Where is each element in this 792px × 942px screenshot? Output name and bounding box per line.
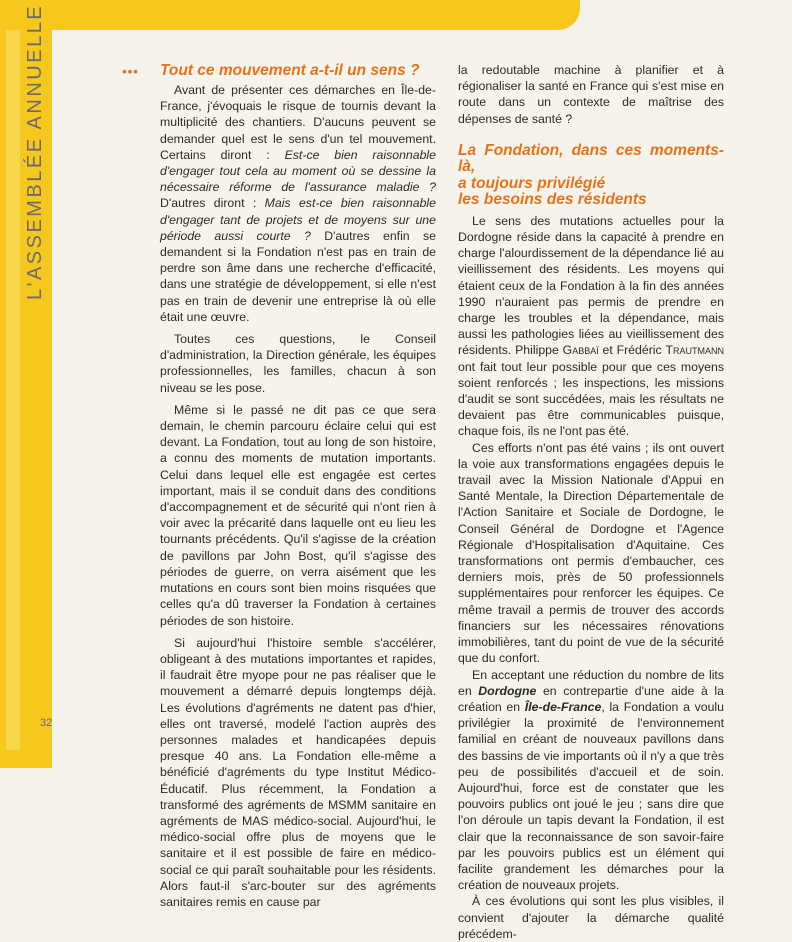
- right-column: [458, 62, 724, 942]
- paragraph: À ces évolutions qui sont les plus visibles, il convient d'ajouter la démarche qualité précédem-: [458, 894, 724, 941]
- paragraph: Si aujourd'hui l'histoire semble s'accélérer, obligeant à des mutations importantes et rapides, il faudrait être myope pour ne pas réaliser que le mouvement a démarré depuis longtemps déjà. Les évolutions d'agréments ne datent pas d'hier, elles ont traversé, modelé l'action auprès des personnes malades et handicapées depuis presque 40 ans. La Fondation elle-même a bénéficié d'agréments du type Institut Médico-Éducatif. Plus récemment, la Fondation a transformé des agréments de MSMM sanitaire en agréments de MAS médico-social. Aujourd'hui, le médico-social offre plus de moyens que le sanitaire et il est possible de faire en médico-social ce qui paraît souhaitable pour les résidents. Alors faut-il s'arc-bouter sur des agréments sanitaires remis en cause par: [160, 635, 436, 909]
- paragraph: Même si le passé ne dit pas ce que sera demain, le chemin parcouru éclaire celui qui est devant. La Fondation, tout au long de son histoire, a connu des moments de mutation importants. Celui dans lequel elle est engagée est certes important, mais il se conduit dans des conditions d'accompagnement et de sécurité qui n'ont rien à voir avec la précarité dans laquelle ont eu lieu les tournants précédents. Qu'il s'agisse de la création de pavillons par John Bost, qu'il s'agisse des périodes de guerre, on verra aisément que les mutations en cours sont bien moins risquées que celles qu'a dû traverser la Fondation à certaines périodes de son histoire.: [160, 402, 436, 628]
- paragraph-continued: la redoutable machine à planifier et à régionaliser la santé en France qui s'est mise en route dans un contexte de maîtrise des dépenses de santé ?: [458, 63, 724, 126]
- paragraph: Toutes ces questions, le Conseil d'administration, la Direction générale, les équipes professionnelles, les familles, chacun à son niveau se les pose.: [160, 332, 436, 395]
- page-number: 32: [40, 717, 53, 729]
- person-name: Gabbaï: [562, 343, 599, 358]
- section2-heading: La Fondation, dans ces moments-là, a toujours privilégié les besoins des résidents: [458, 141, 724, 209]
- top-color-band: [0, 0, 580, 30]
- paragraph: En acceptant une réduction du nombre de lits en Dordogne en contrepartie d'une aide à la création en Île-de-France, la Fondation a voulu privilégier la proximité de l'environnement familial en créant de nouveaux pavillons dans des bassins de vie importants où il n'y a que très peu de possibilités d'accueil et de soin. Aujourd'hui, force est de constater que les pouvoirs publics ont joué le jeu ; sans dire que l'on déroule un tapis devant la Fondation, il est clair que la reconnaissance de son savoir-faire par les pouvoirs publics est un élément qui facilite grandement les démarches pour la création de nouveaux projets.: [458, 667, 724, 893]
- left-column: [122, 62, 436, 910]
- bullet-marker: •••: [122, 64, 139, 79]
- paragraph: Avant de présenter ces démarches en Île-de-France, j'évoquais le risque de tournis devant la multiplicité des chantiers. D'aucuns peuvent se demander quel est le sens d'un tel mouvement. Certains diront : Est-ce bien raisonnable d'engager tout cela au moment où se dessine la nécessaire réforme de l'assurance maladie ? D'autres diront : Mais est-ce bien raisonnable d'engager tant de projets et de moyens sur une période aussi courte ? D'autres enfin se demandent si la Fondation n'est pas en train de perdre son âme dans une recherche d'efficacité, dans une stratégie de développement, si elle n'est pas en train de devenir une entreprise là où elle était une œuvre.: [160, 83, 436, 324]
- left-inner-stripe: [6, 30, 20, 750]
- paragraph: Ces efforts n'ont pas été vains ; ils ont ouvert la voie aux transformations engagées depuis le travail avec la Mission Nationale d'Appui en Santé Mentale, la Direction Départementale de l'Action Sanitaire et Sociale de Dordogne, le Conseil Général de Dordogne et l'Agence Régionale d'Hospitalisation d'Aquitaine. Ces transformations ont permis d'embaucher, ces derniers mois, près de 50 professionnels supplémentaires pour renforcer les équipes. Ce même travail a permis de trouver des accords financiers sur les nécessaires rénovations immobilières, tant du point de vue de la sécurité que du confort.: [458, 440, 724, 666]
- paragraph: Le sens des mutations actuelles pour la Dordogne réside dans la capacité à prendre en charge l'alourdissement de la dépendance lié au vieillissement des résidents. Les moyens qui étaient ceux de la Fondation à la fin des années 1990 n'auraient pas permis de prendre en charge les troubles et la dépendance, mais aussi les pathologies liées au vieillissement des résidents. Philippe Gabbaï et Frédéric Trautmann ont fait tout leur possible pour que ces moyens soient renforcés ; les inspections, les missions d'audit se sont succédées, mais les résultats ne devaient pas être communicables puisque, chaque fois, ils ne l'ont pas été.: [458, 213, 724, 439]
- person-name: Trautmann: [665, 343, 724, 358]
- section1-heading: Tout ce mouvement a-t-il un sens ?: [160, 62, 420, 79]
- side-section-title: L'ASSEMBLÉE ANNUELLE: [24, 3, 46, 300]
- section1-heading-row: [122, 62, 436, 80]
